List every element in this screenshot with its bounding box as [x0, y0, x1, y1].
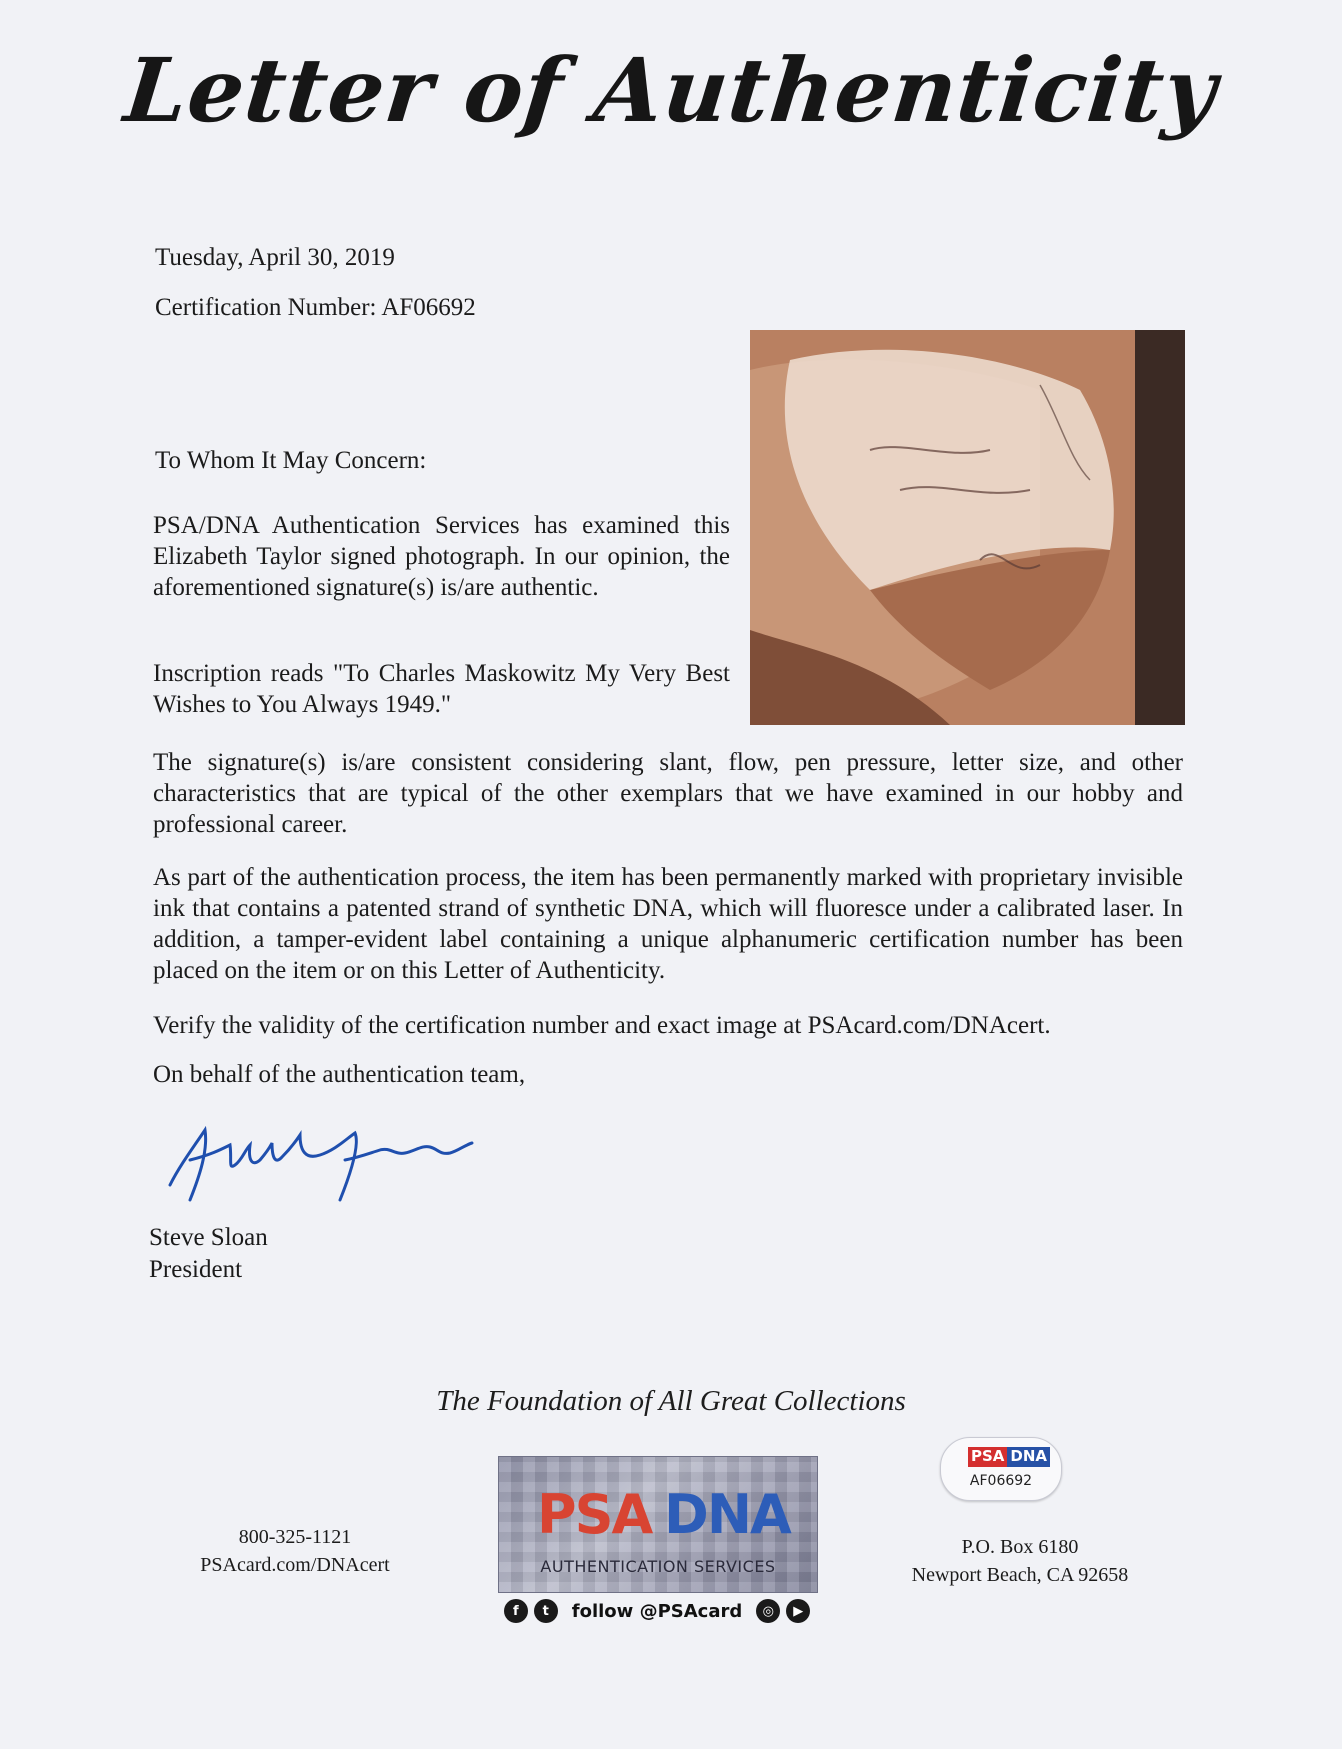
follow-handle[interactable]: follow @PSAcard	[571, 1600, 743, 1622]
letter-date: Tuesday, April 30, 2019	[155, 244, 395, 271]
contact-info	[130, 1523, 460, 1579]
paragraph-examination: PSA/DNA Authentication Services has examined this Elizabeth Taylor signed photograph. In our opinion, the aforementioned signature(s) is/are authentic.	[153, 512, 730, 601]
label-logo	[968, 1447, 1050, 1467]
hologram-psa-text: PSA	[537, 1483, 652, 1546]
mailing-address	[870, 1533, 1170, 1589]
twitter-icon[interactable]: t	[534, 1599, 558, 1623]
paragraph-consistency: The signature(s) is/are consistent considering slant, flow, pen pressure, letter size, and other characteristics that are typical of the other exemplars that we have examined in our hobby and professional career.	[153, 749, 1183, 838]
paragraph-verify: Verify the validity of the certification number and exact image at PSAcard.com/DNAcert.	[153, 1012, 1051, 1039]
phone-number: 800-325-1121	[238, 1526, 352, 1548]
label-cert-number: AF06692	[969, 1473, 1033, 1489]
hologram-dna-text: DNA	[664, 1483, 790, 1546]
address-line-2: Newport Beach, CA 92658	[911, 1564, 1129, 1586]
signer-name: Steve Sloan	[149, 1224, 268, 1251]
paragraph-dna-process: As part of the authentication process, the item has been permanently marked with proprietary invisible ink that contains a patented strand of synthetic DNA, which will fluoresce under a calibrated laser. In addition, a tamper-evident label containing a unique alphanumeric certification number has been placed on the item or on this Letter of Authenticity.	[153, 864, 1183, 984]
letter-title: Letter of Authenticity	[120, 38, 1222, 142]
footer-tagline: The Foundation of All Great Collections	[436, 1385, 906, 1417]
facebook-icon[interactable]: f	[504, 1599, 528, 1623]
instagram-icon[interactable]: ◎	[756, 1599, 780, 1623]
address-line-1: P.O. Box 6180	[961, 1536, 1079, 1558]
youtube-icon[interactable]: ▶	[786, 1599, 810, 1623]
hologram-subtitle: AUTHENTICATION SERVICES	[540, 1557, 776, 1576]
tamper-evident-label	[940, 1437, 1062, 1501]
website-link[interactable]: PSAcard.com/DNAcert	[200, 1554, 390, 1576]
psa-dna-hologram	[498, 1456, 818, 1593]
salutation: To Whom It May Concern:	[155, 447, 427, 474]
label-dna: DNA	[1007, 1447, 1050, 1467]
label-psa: PSA	[968, 1447, 1007, 1467]
certification-number: Certification Number: AF06692	[155, 294, 476, 321]
paragraph-inscription: Inscription reads "To Charles Maskowitz My Very Best Wishes to You Always 1949."	[153, 660, 730, 718]
social-bar	[498, 1596, 816, 1626]
signer-title: President	[149, 1256, 243, 1283]
signed-photograph-image	[750, 330, 1185, 725]
closing-line: On behalf of the authentication team,	[153, 1061, 526, 1088]
handwritten-signature	[160, 1105, 480, 1215]
